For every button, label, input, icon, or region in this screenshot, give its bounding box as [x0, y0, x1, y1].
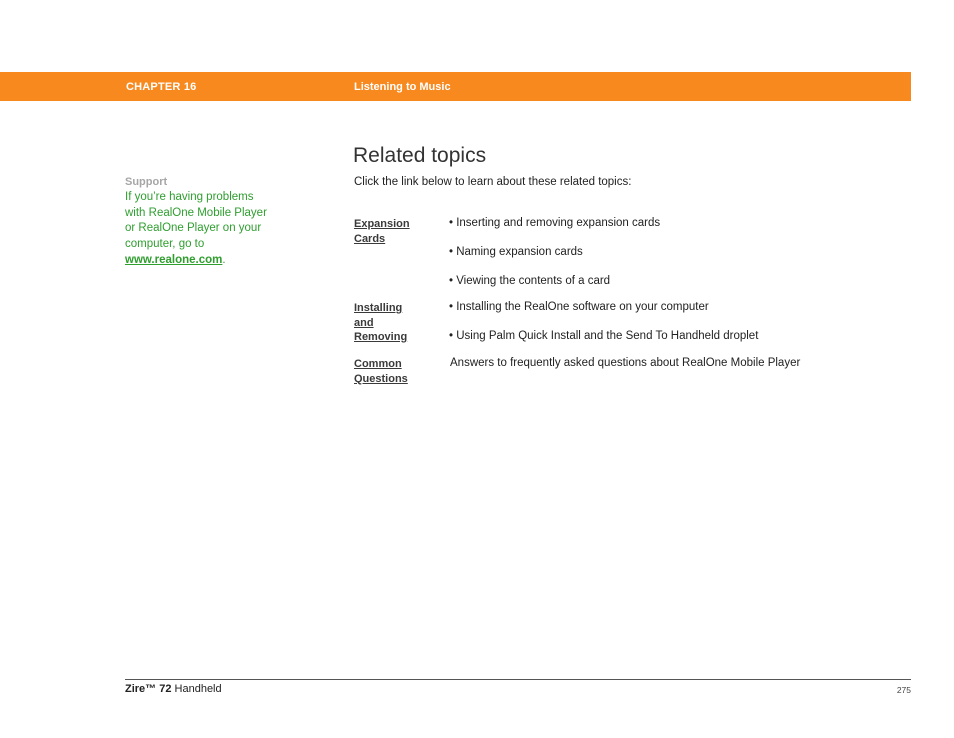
page-number: 275: [896, 685, 911, 695]
sidebar-link-line: [125, 253, 295, 269]
topic-item: • Using Palm Quick Install and the Send To Handheld droplet: [449, 330, 759, 342]
footer-product: [125, 683, 222, 695]
footer-divider: [125, 679, 911, 680]
intro-text: Click the link below to learn about these related topics:: [354, 176, 632, 188]
product-name: Zire™ 72: [125, 683, 172, 695]
product-suffix: Handheld: [171, 683, 222, 695]
link-line: Removing: [354, 331, 408, 343]
chapter-number: CHAPTER 16: [126, 81, 197, 93]
sidebar-heading: Support: [125, 176, 168, 188]
topic-item: • Installing the RealOne software on your computer: [449, 301, 709, 313]
installing-removing-link[interactable]: [354, 301, 424, 345]
link-line: Questions: [354, 372, 408, 385]
sidebar-line: computer, go to: [125, 238, 205, 251]
expansion-cards-link[interactable]: [354, 217, 424, 246]
support-sidebar: [125, 176, 295, 269]
link-line: and: [354, 316, 374, 329]
topic-item: • Naming expansion cards: [449, 246, 583, 258]
sidebar-line: If you’re having problems: [125, 191, 254, 203]
link-line: Cards: [354, 232, 386, 245]
topic-item: • Inserting and removing expansion cards: [449, 217, 661, 229]
chapter-title: Listening to Music: [354, 81, 451, 93]
sidebar-link-suffix: .: [222, 253, 226, 266]
realone-link[interactable]: www.realone.com: [125, 253, 223, 266]
link-line: Common: [354, 358, 402, 370]
page-title: Related topics: [353, 144, 487, 167]
sidebar-text: [125, 190, 295, 269]
link-line: Installing: [354, 302, 403, 314]
sidebar-line: with RealOne Mobile Player: [125, 206, 267, 219]
topic-description: Answers to frequently asked questions about RealOne Mobile Player: [450, 357, 801, 369]
topic-item: • Viewing the contents of a card: [449, 275, 611, 287]
link-line: Expansion: [354, 218, 410, 230]
sidebar-line: or RealOne Player on your: [125, 222, 262, 235]
common-questions-link[interactable]: [354, 357, 424, 386]
